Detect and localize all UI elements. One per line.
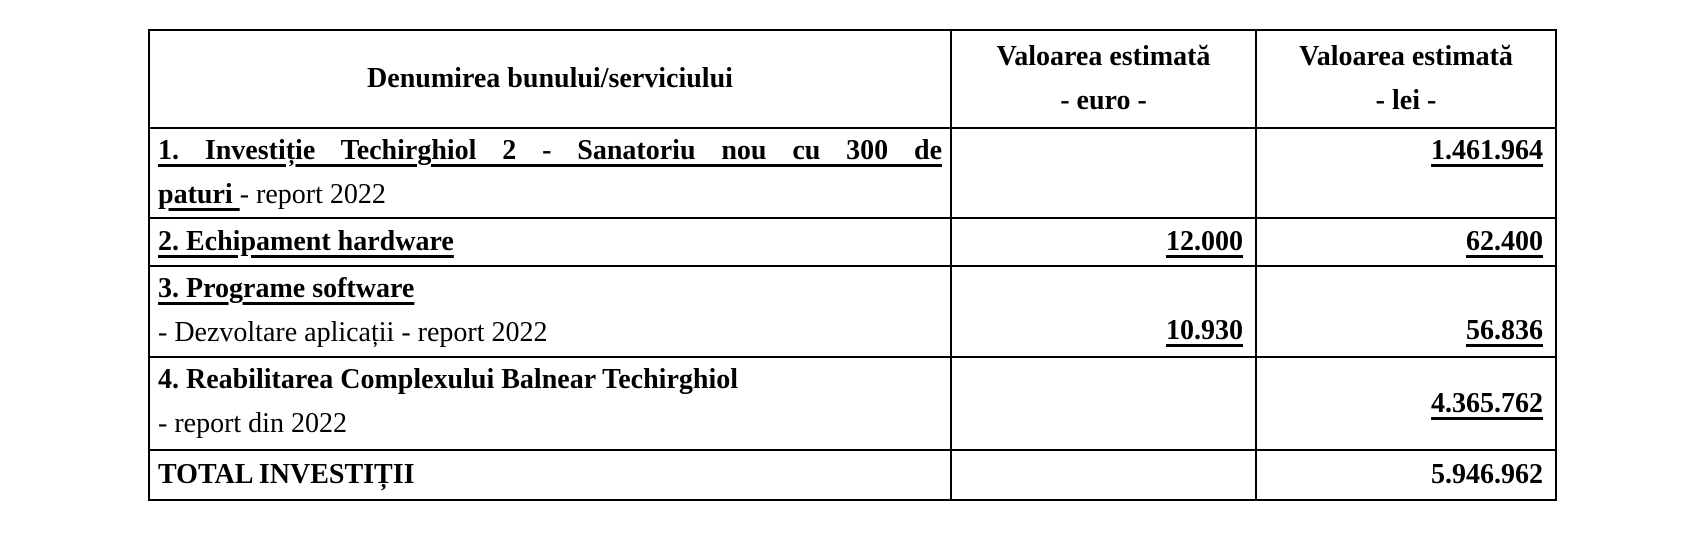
table-row-total — [149, 450, 1556, 500]
table-row-echipament-hardware — [149, 218, 1556, 266]
col-header-euro — [951, 30, 1256, 128]
document-page — [148, 29, 1557, 501]
col-header-lei-line1: Valoarea estimată — [1299, 41, 1513, 72]
cell-r3-name — [149, 266, 951, 357]
r2-euro-value: 12.000 — [1166, 226, 1243, 257]
col-header-denumire-label: Denumirea bunului/serviciului — [367, 63, 733, 94]
col-header-lei-line2: - lei - — [1375, 85, 1437, 116]
cell-r4-lei — [1256, 357, 1556, 450]
r1-lei-value: 1.461.964 — [1431, 135, 1543, 166]
table-header-row — [149, 30, 1556, 128]
total-label: TOTAL INVESTIȚII — [158, 459, 415, 490]
cell-r3-euro — [951, 266, 1256, 357]
r3-note: - Dezvoltare aplicații - report 2022 — [158, 317, 548, 348]
table-row-programe-software — [149, 266, 1556, 357]
col-header-denumire — [149, 30, 951, 128]
cell-r1-lei — [1256, 128, 1556, 218]
cell-r2-lei — [1256, 218, 1556, 266]
table-row-investitie-techirghiol — [149, 128, 1556, 218]
r1-title-line2: paturi — [158, 179, 240, 210]
table-row-reabilitare-complex-balnear — [149, 357, 1556, 450]
cell-r2-name — [149, 218, 951, 266]
r2-lei-value: 62.400 — [1466, 226, 1543, 257]
cell-total-label — [149, 450, 951, 500]
col-header-euro-line2: - euro - — [1060, 85, 1147, 116]
r1-title-line1: 1. Investiție Techirghiol 2 - Sanatoriu nou cu 300 de — [158, 135, 942, 166]
cell-r2-euro — [951, 218, 1256, 266]
col-header-euro-line1: Valoarea estimată — [996, 41, 1211, 72]
cell-total-euro — [951, 450, 1256, 500]
cell-r1-euro — [951, 128, 1256, 218]
cell-r1-name — [149, 128, 951, 218]
r1-note: - report 2022 — [239, 179, 386, 210]
r4-lei-value: 4.365.762 — [1431, 387, 1543, 419]
investments-table — [148, 29, 1557, 501]
cell-r3-lei — [1256, 266, 1556, 357]
cell-total-lei — [1256, 450, 1556, 500]
r3-title: 3. Programe software — [158, 273, 415, 304]
col-header-lei — [1256, 30, 1556, 128]
r3-euro-value: 10.930 — [1166, 315, 1243, 346]
r3-lei-value: 56.836 — [1466, 315, 1543, 346]
r4-title: 4. Reabilitarea Complexului Balnear Techirghiol — [158, 364, 739, 395]
r2-title: 2. Echipament hardware — [158, 226, 454, 257]
cell-r4-name — [149, 357, 951, 450]
total-lei-value: 5.946.962 — [1431, 459, 1543, 490]
cell-r4-euro — [951, 357, 1256, 450]
r4-note: - report din 2022 — [158, 408, 347, 439]
